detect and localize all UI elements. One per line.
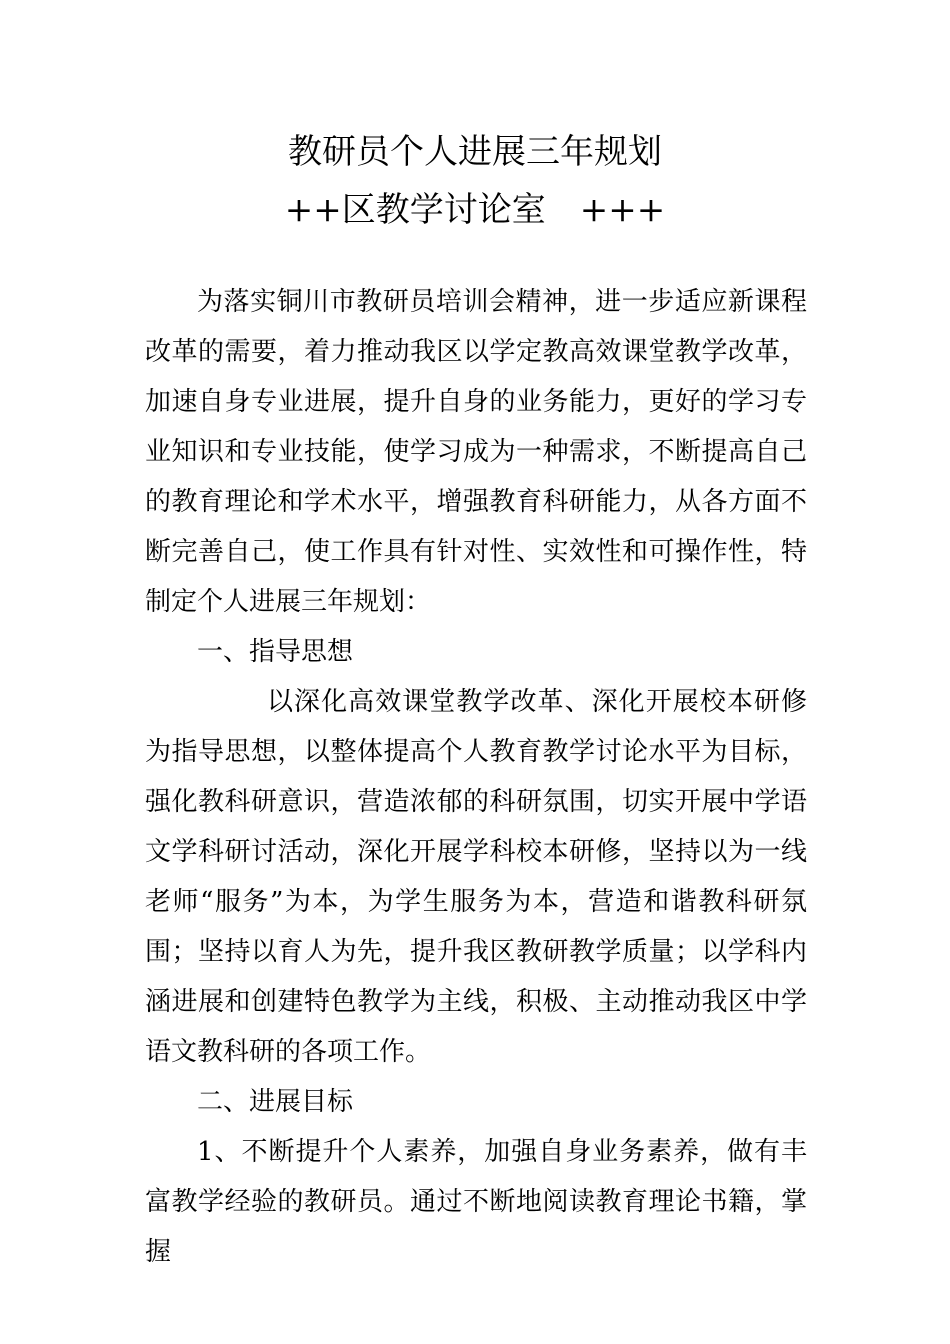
page-title: 教研员个人进展三年规划: [288, 132, 662, 172]
section-heading-development-goals: 二、进展目标: [197, 1087, 354, 1117]
goal-item-1-paragraph: 1、不断提升个人素养，加强自身业务素养，做有丰富教学经验的教研员。通过不断地阅读教育理论书籍，掌握: [145, 1137, 807, 1267]
guiding-ideology-paragraph: 以深化高效课堂教学改革、深化开展校本研修为指导思想，以整体提高个人教育教学讨论水平为目标，强化教科研意识，营造浓郁的科研氛围，切实开展中学语文学科研讨活动，深化开展学科校本研修，坚持以为一线老师“服务”为本，为学生服务为本，营造和谐教科研氛围；坚持以育人为先，提升我区教研教学质量；以学科内涵进展和创建特色教学为主线，积极、主动推动我区中学语文教科研的各项工作。: [145, 687, 807, 1067]
section-heading-guiding-ideology: 一、指导思想: [197, 637, 354, 667]
page-subtitle: ++区教学讨论室 +++: [284, 190, 666, 230]
title-block: [0, 126, 950, 236]
intro-paragraph: 为落实铜川市教研员培训会精神，进一步适应新课程改革的需要，着力推动我区以学定教高效课堂教学改革，加速自身专业进展，提升自身的业务能力，更好的学习专业知识和专业技能，使学习成为一种需求，不断提高自己的教育理论和学术水平，增强教育科研能力，从各方面不断完善自己，使工作具有针对性、实效性和可操作性，特制定个人进展三年规划：: [145, 287, 807, 617]
document-body: [145, 277, 807, 1277]
